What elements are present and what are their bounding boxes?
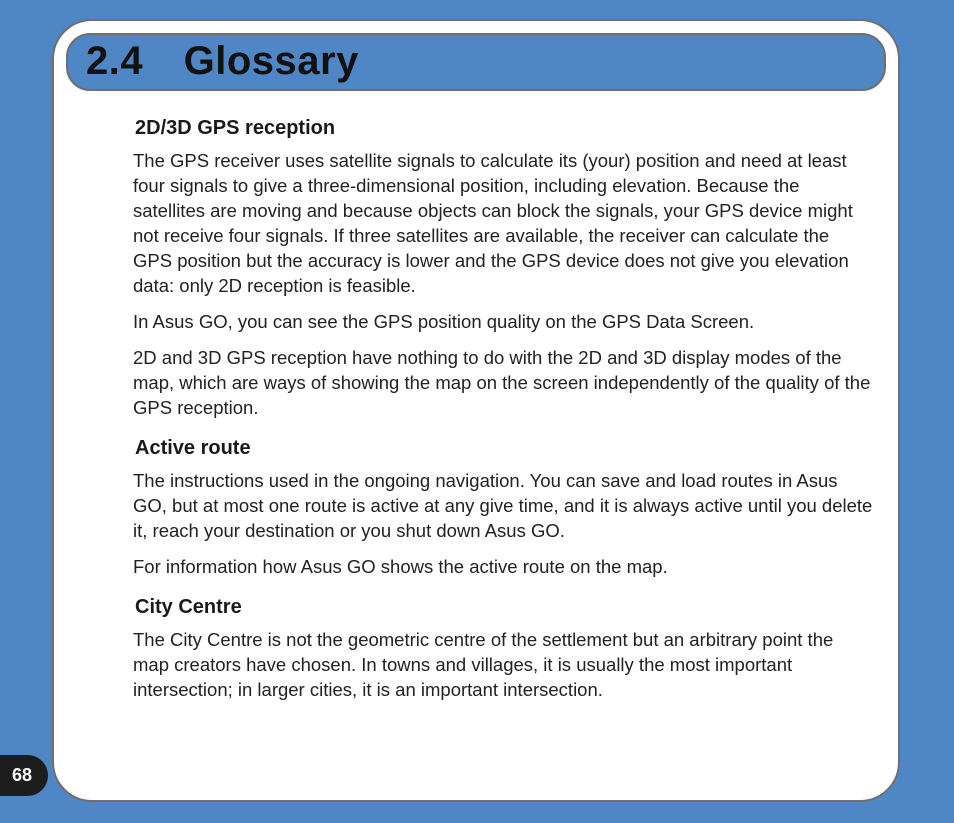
entry-paragraph: For information how Asus GO shows the active route on the map.	[133, 556, 668, 577]
entry-paragraph: The GPS receiver uses satellite signals to calculate its (your) position and need at least four signals to give a three-dimensional position, including elevation. Because the satellites are moving and because objects can block the signals, your GPS device might not receive four signals. If three satellites are available, the receiver can calculate the GPS position but the accuracy is lower and the GPS device does not give you elevation data: only 2D reception is feasible.	[133, 150, 853, 296]
entry-paragraph: The City Centre is not the geometric centre of the settlement but an arbitrary point the map creators have chosen. In towns and villages, it is usually the most important intersection; in larger cities, it is an important intersection.	[133, 629, 834, 700]
entry-heading: City Centre	[135, 596, 242, 618]
glossary-entry-city-centre	[133, 593, 873, 702]
glossary-entry-active-route	[133, 434, 873, 579]
entry-paragraph: In Asus GO, you can see the GPS position quality on the GPS Data Screen.	[133, 311, 755, 332]
glossary-content	[133, 114, 873, 716]
page-number: 68	[11, 765, 33, 785]
entry-heading: Active route	[135, 437, 251, 459]
page-number-tab	[0, 755, 48, 796]
entry-paragraph: The instructions used in the ongoing navigation. You can save and load routes in Asus GO, but at most one route is active at any give time, and it is always active until you delete it, reach your destination or you shut down Asus GO.	[133, 470, 873, 541]
entry-paragraph: 2D and 3D GPS reception have nothing to do with the 2D and 3D display modes of the map, which are ways of showing the map on the screen independently of the quality of the GPS reception.	[133, 347, 871, 418]
entry-heading: 2D/3D GPS reception	[135, 117, 336, 139]
section-title: 2.4 Glossary	[86, 39, 359, 83]
glossary-entry-gps-reception	[133, 114, 873, 420]
